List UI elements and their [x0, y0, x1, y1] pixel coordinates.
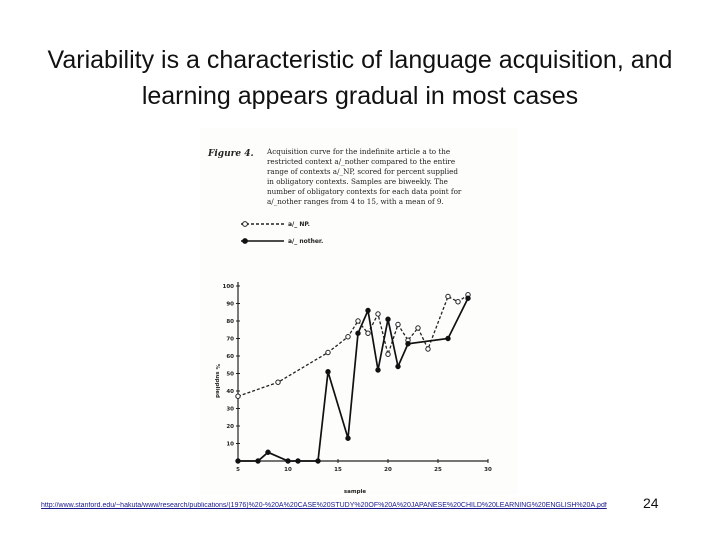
data-point [446, 336, 450, 340]
caption-line: in obligatory contexts. Samples are biweekly. The [267, 177, 448, 186]
y-tick-label: 60 [226, 354, 234, 360]
y-tick-label: 10 [226, 441, 234, 448]
data-point [326, 370, 330, 374]
figure-caption [266, 147, 462, 206]
data-point [256, 459, 260, 463]
data-point [446, 294, 450, 298]
caption-line: number of obligatory contexts for each data point for [267, 187, 462, 196]
x-tick-label: 10 [284, 467, 292, 473]
x-axis-label: sample [343, 489, 367, 495]
x-tick-label: 5 [236, 467, 240, 473]
legend-marker [243, 239, 248, 244]
data-point [276, 380, 280, 384]
x-tick-label: 30 [484, 467, 492, 473]
data-point [346, 335, 350, 339]
y-tick-label: 50 [226, 371, 234, 378]
data-point [406, 342, 410, 346]
data-point [286, 459, 290, 463]
x-tick-label: 20 [384, 467, 392, 473]
data-point [376, 312, 380, 316]
data-point [426, 347, 430, 351]
y-axis-label: % supplied [214, 364, 220, 398]
data-point [466, 296, 470, 300]
caption-line: restricted context a/_nother compared to the entire [267, 157, 456, 166]
x-tick-label: 15 [334, 467, 342, 473]
data-point [296, 459, 300, 463]
chart-legend [241, 221, 323, 245]
data-point [236, 394, 240, 398]
y-tick-label: 90 [226, 301, 234, 308]
data-point [366, 331, 370, 335]
y-tick-label: 30 [226, 406, 234, 413]
y-tick-label: 40 [226, 389, 234, 395]
y-tick-label: 20 [226, 424, 234, 430]
data-point [396, 322, 400, 326]
y-tick-label: 80 [226, 319, 234, 325]
legend-label: a/_ NP. [288, 221, 310, 228]
caption-line: range of contexts a/_NP, scored for percent supplied [267, 167, 459, 176]
data-point [456, 300, 460, 304]
data-point [346, 436, 350, 440]
data-point [236, 459, 240, 463]
data-point [396, 364, 400, 368]
y-tick-label: 70 [226, 336, 234, 343]
data-point [326, 350, 330, 354]
legend-marker [243, 222, 248, 227]
page-number: 24 [643, 495, 659, 511]
caption-line: Acquisition curve for the indefinite article a to the [267, 147, 451, 156]
source-link[interactable]: http://www.stanford.edu/~hakuta/www/research/publications/(1976)%20-%20A%20CASE%20STUDY%20OF%20A%20JAPANESE%20CHILD%20LEARNING%20ENGLISH%20A.pdf [41, 502, 607, 509]
data-point [376, 368, 380, 372]
slide-title: Variability is a characteristic of language acquisition, and learning appears gradual in most cases [47, 46, 673, 110]
chart-series [236, 293, 470, 464]
data-point [366, 308, 370, 312]
data-point [356, 319, 360, 323]
figure-label: Figure 4. [208, 149, 254, 159]
data-point [386, 352, 390, 356]
scanned-figure [200, 128, 518, 495]
series-line-nother [238, 298, 468, 461]
caption-line: a/_nother ranges from 4 to 15, with a mean of 9. [267, 197, 444, 206]
y-tick-label: 100 [222, 284, 234, 290]
chart-axes [223, 282, 492, 473]
data-point [416, 326, 420, 330]
acquisition-chart [200, 128, 518, 495]
data-point [386, 317, 390, 321]
data-point [356, 331, 360, 335]
data-point [266, 450, 270, 454]
data-point [316, 459, 320, 463]
legend-label: a/_ nother. [288, 238, 324, 245]
x-tick-label: 25 [434, 467, 442, 473]
